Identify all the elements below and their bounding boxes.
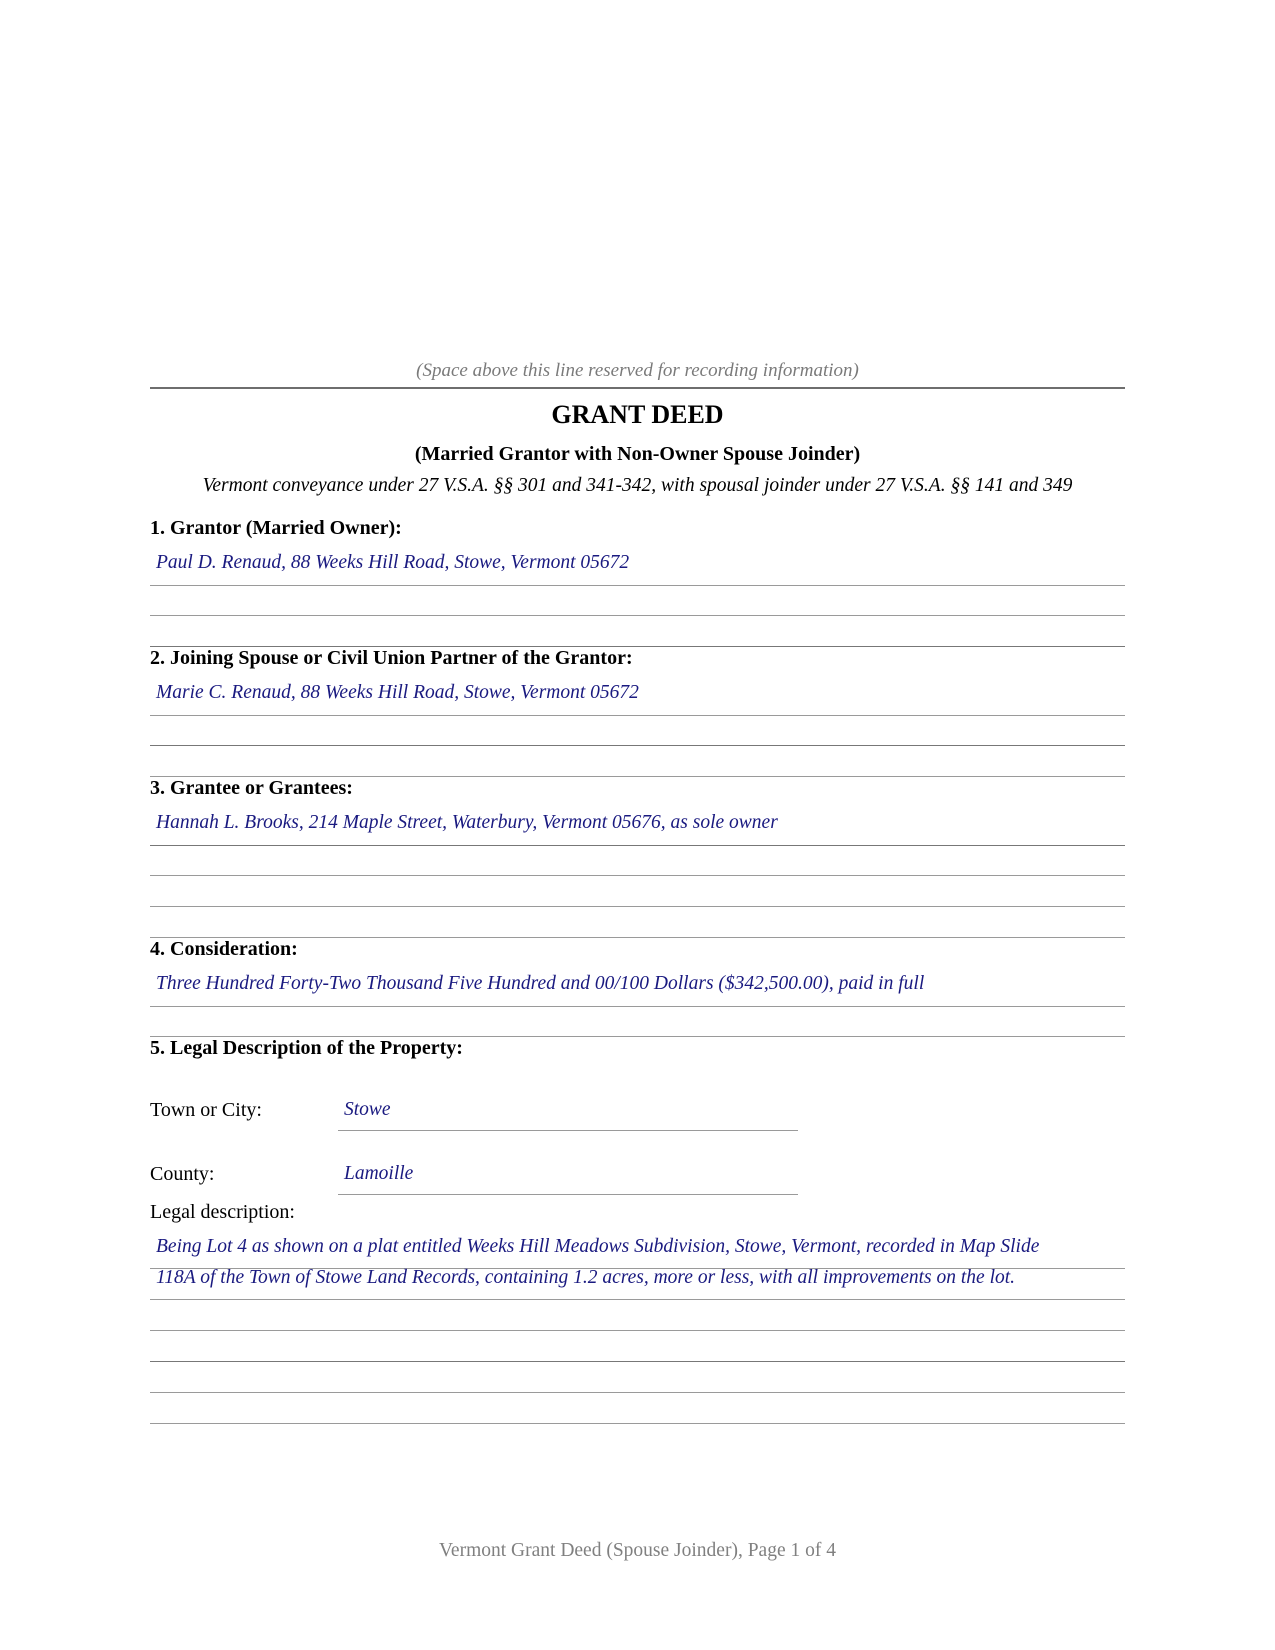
legal-rule-6 (150, 1423, 1125, 1424)
legal-description-line-1[interactable]: Being Lot 4 as shown on a plat entitled Weeks Hill Meadows Subdivision, Stowe, Vermont, recorded in Map Slide (156, 1236, 1040, 1257)
town-label: Town or City: (150, 1099, 262, 1121)
legal-rule-4 (150, 1361, 1125, 1362)
grantor-rule-1 (150, 585, 1125, 586)
spouse-rule-1 (150, 715, 1125, 716)
grantor-heading: 1. Grantor (Married Owner): (150, 517, 402, 539)
recording-reserved-note: (Space above this line reserved for recording information) (416, 360, 859, 381)
town-field[interactable]: Stowe (344, 1099, 391, 1120)
grantee-rule-1 (150, 845, 1125, 846)
county-label: County: (150, 1163, 215, 1185)
consideration-field[interactable]: Three Hundred Forty-Two Thousand Five Hundred and 00/100 Dollars ($342,500.00), paid in full (156, 973, 925, 994)
grantor-rule-2 (150, 615, 1125, 616)
recording-reserved-divider (150, 387, 1125, 389)
consideration-rule-1 (150, 1006, 1125, 1007)
town-rule (338, 1130, 798, 1131)
legal-description-heading: 5. Legal Description of the Property: (150, 1037, 463, 1059)
grantor-field[interactable]: Paul D. Renaud, 88 Weeks Hill Road, Stowe, Vermont 05672 (156, 552, 630, 573)
county-rule (338, 1194, 798, 1195)
spouse-rule-2 (150, 745, 1125, 746)
legal-description-label: Legal description: (150, 1201, 295, 1223)
spouse-field[interactable]: Marie C. Renaud, 88 Weeks Hill Road, Stowe, Vermont 05672 (156, 682, 639, 703)
spouse-heading: 2. Joining Spouse or Civil Union Partner of the Grantor: (150, 647, 633, 669)
grantee-field[interactable]: Hannah L. Brooks, 214 Maple Street, Waterbury, Vermont 05676, as sole owner (156, 812, 778, 833)
grantee-heading: 3. Grantee or Grantees: (150, 777, 353, 799)
document-title: GRANT DEED (551, 400, 724, 429)
grantee-rule-3 (150, 906, 1125, 907)
legal-rule-3 (150, 1330, 1125, 1331)
legal-rule-2 (150, 1299, 1125, 1300)
page-footer: Vermont Grant Deed (Spouse Joinder), Page 1 of 4 (439, 1540, 836, 1561)
grantee-rule-2 (150, 875, 1125, 876)
consideration-heading: 4. Consideration: (150, 938, 298, 960)
legal-rule-5 (150, 1392, 1125, 1393)
statute-reference: Vermont conveyance under 27 V.S.A. §§ 301 and 341-342, with spousal joinder under 27 V.S.A. §§ 141 and 349 (202, 475, 1073, 496)
document-subtitle: (Married Grantor with Non-Owner Spouse Joinder) (414, 443, 861, 465)
legal-description-line-2[interactable]: 118A of the Town of Stowe Land Records, containing 1.2 acres, more or less, with all improvements on the lot. (156, 1267, 1016, 1288)
county-field[interactable]: Lamoille (344, 1163, 414, 1184)
